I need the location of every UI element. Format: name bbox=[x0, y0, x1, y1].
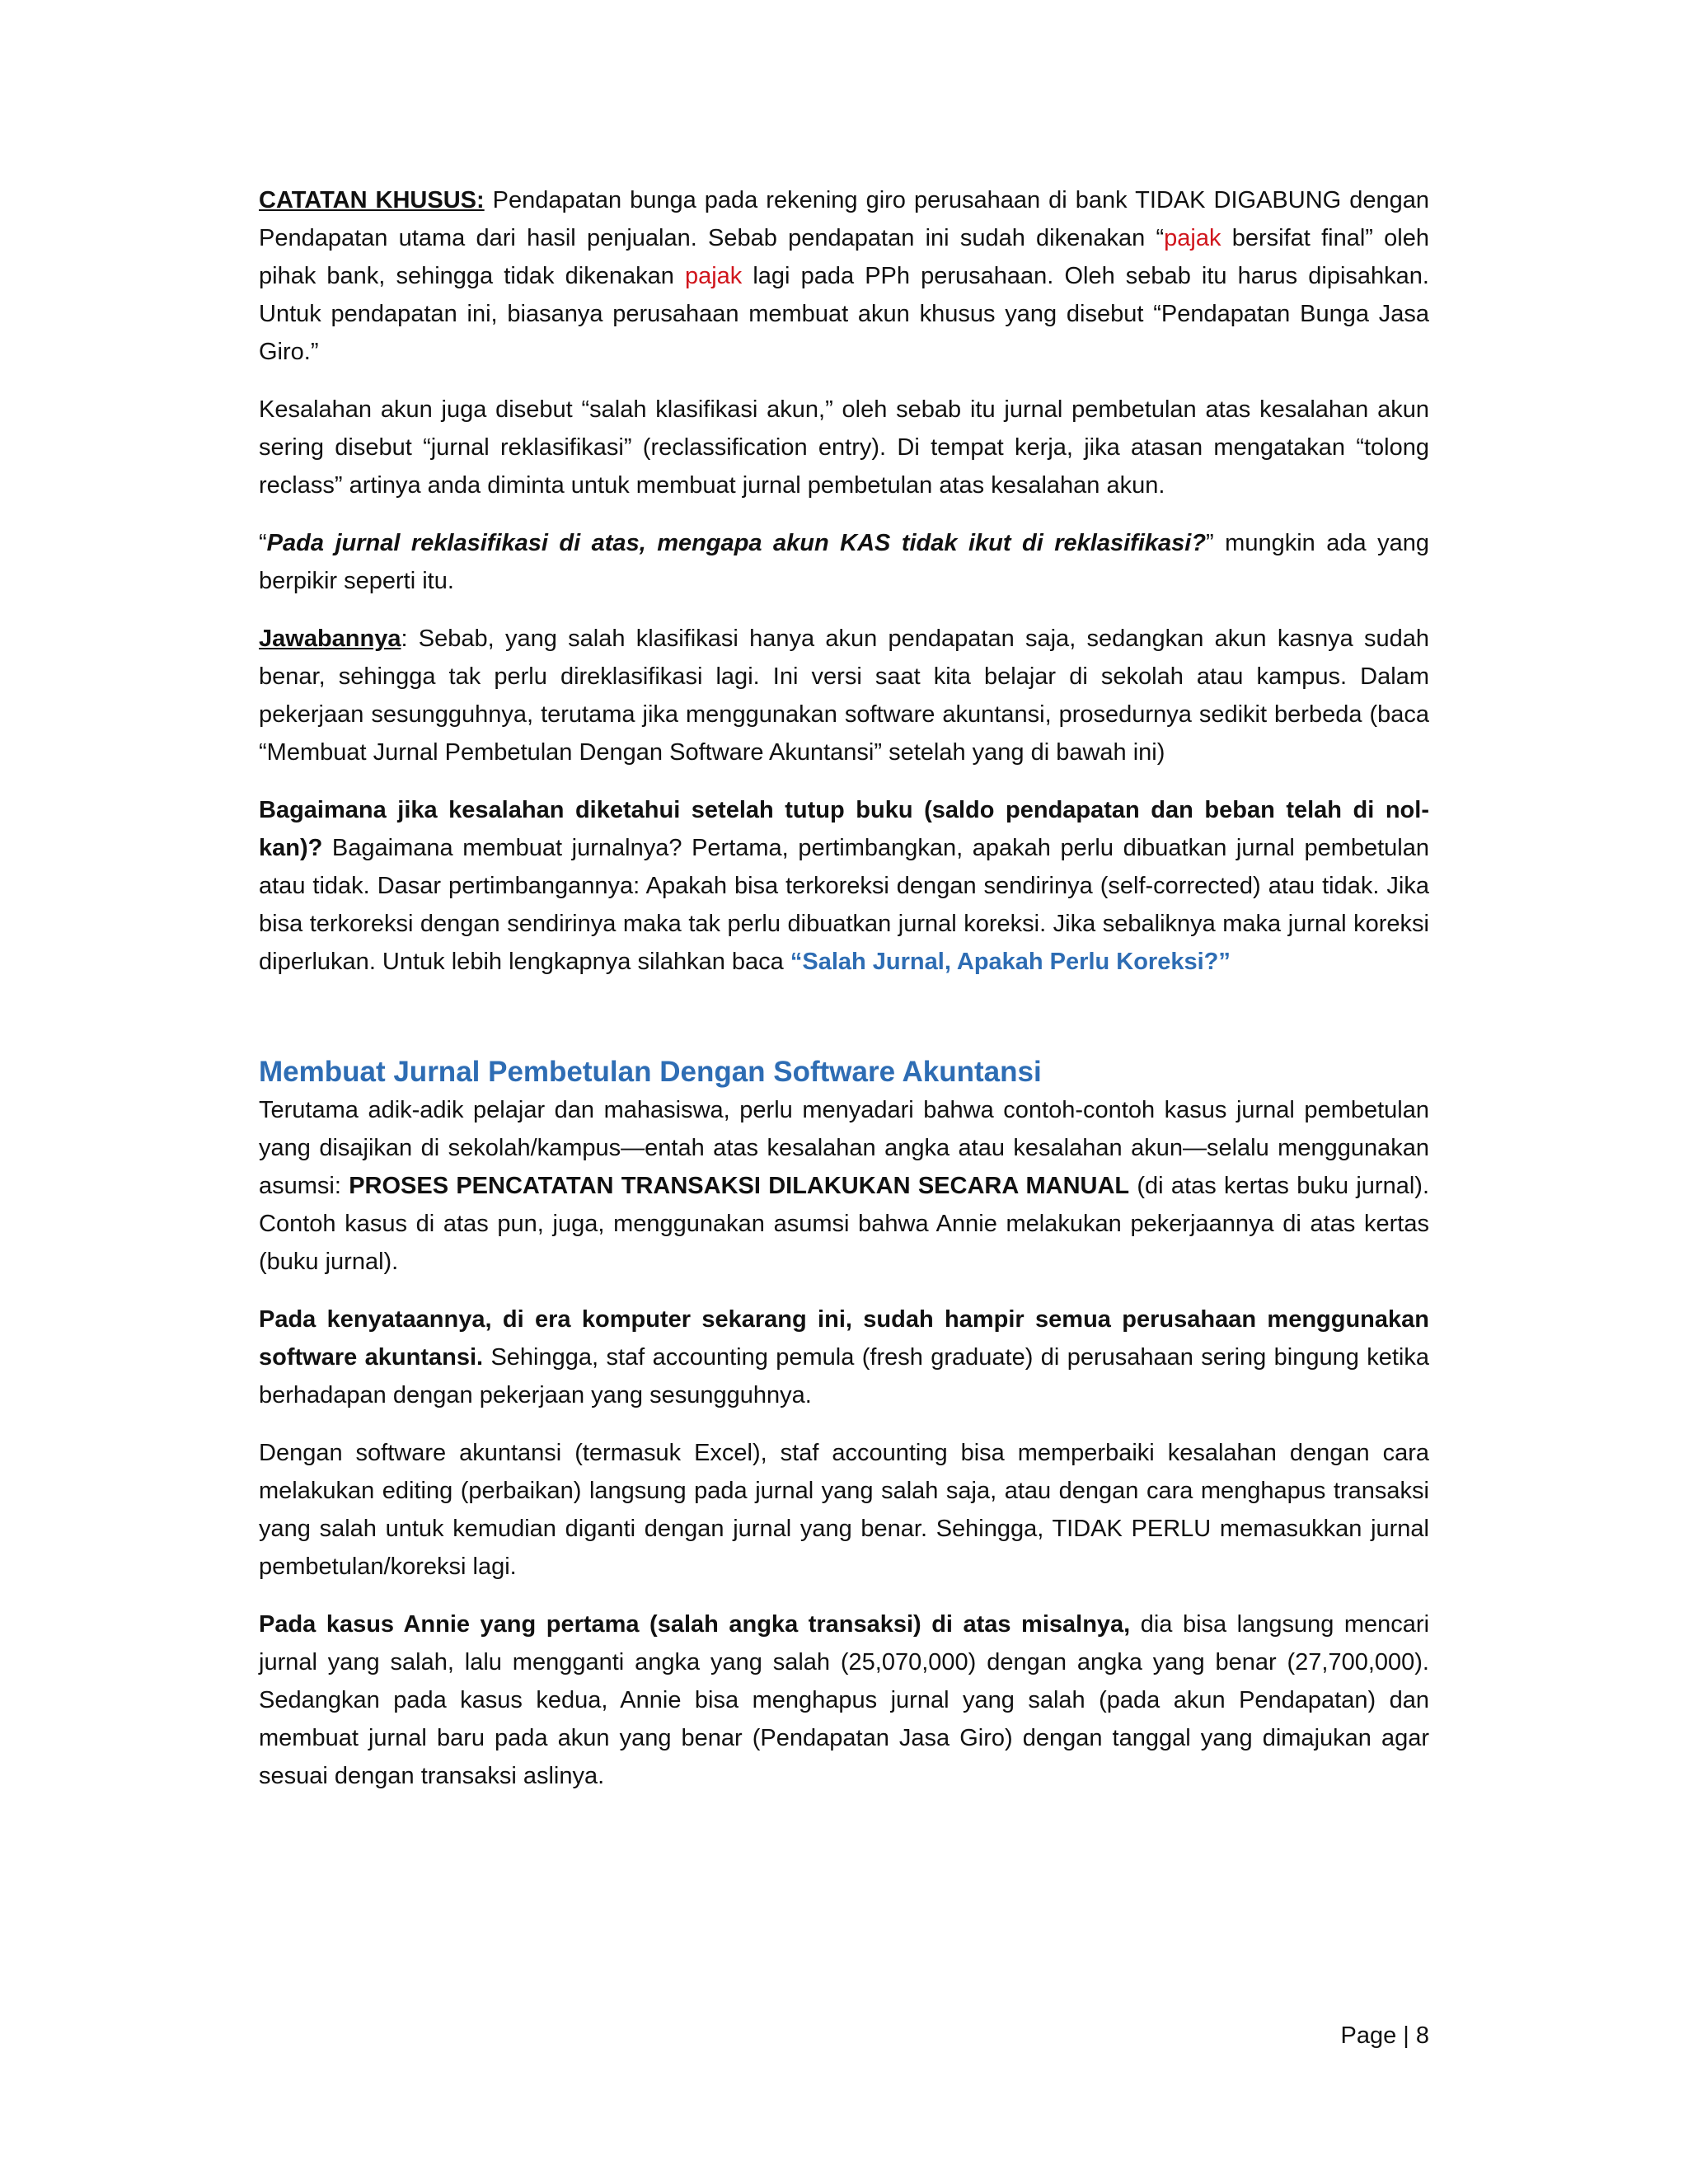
section-heading: Membuat Jurnal Pembetulan Dengan Software Akuntansi bbox=[259, 1056, 1042, 1088]
text-span: lagi pada PPh perusahaan. Oleh sebab itu harus dipisahkan. Untuk pendapatan ini, biasanya perusahaan membuat akun khusus yang disebut “Pendapatan Bunga Jasa Giro.” bbox=[259, 263, 1429, 365]
pajak-highlight: pajak bbox=[1164, 225, 1221, 251]
text-span: Bagaimana membuat jurnalnya? Pertama, pertimbangkan, apakah perlu dibuatkan jurnal pembetulan atau tidak. Dasar pertimbangannya: Apakah bisa terkoreksi dengan sendirinya (self-corrected) atau tidak. Jika bisa terkoreksi dengan sendirinya maka tak perlu dibuatkan jurnal koreksi. Jika sebaliknya maka jurnal koreksi diperlukan. Untuk lebih lengkapnya silahkan baca bbox=[259, 835, 1429, 975]
page-number: Page | 8 bbox=[1340, 2022, 1429, 2049]
text-span: Sehingga, staf accounting pemula (fresh graduate) di perusahaan sering bingung ketika berhadapan dengan pekerjaan yang sesungguhnya. bbox=[259, 1344, 1429, 1408]
paragraph-catatan-khusus bbox=[259, 181, 1429, 371]
text-span: dia bisa langsung mencari jurnal yang salah, lalu mengganti angka yang salah (25,070,000) dengan angka yang benar (27,700,000). Sedangkan pada kasus kedua, Annie bisa menghapus jurnal yang salah (pada akun Pendapatan) dan membuat jurnal baru pada akun yang benar (Pendapatan Jasa Giro) dengan tanggal yang dimajukan agar sesuai dengan transaksi aslinya. bbox=[259, 1611, 1430, 1789]
pajak-highlight: pajak bbox=[684, 263, 743, 289]
document-page bbox=[259, 181, 1429, 1815]
bold-question: Bagaimana jika kesalahan diketahui setelah tutup buku (saldo pendapatan dan beban telah di nol-kan)? bbox=[259, 797, 1429, 861]
question-text: Pada jurnal reklasifikasi di atas, mengapa akun KAS tidak ikut di reklasifikasi? bbox=[266, 530, 1207, 556]
jawabannya-label: Jawabannya bbox=[259, 626, 401, 652]
bold-statement: Pada kasus Annie yang pertama (salah angka transaksi) di atas misalnya, bbox=[259, 1611, 1131, 1638]
text-span: : Sebab, yang salah klasifikasi hanya akun pendapatan saja, sedangkan akun kasnya sudah benar, sehingga tak perlu direklasifikasi lagi. Ini versi saat kita belajar di sekolah atau kampus. Dalam pekerjaan sesungguhnya, terutama jika menggunakan software akuntansi, prosedurnya sedikit berbeda (baca “Membuat Jurnal Pembetulan Dengan Software Akuntansi” setelah yang di bawah ini) bbox=[259, 626, 1429, 766]
paragraph-manual-assumption bbox=[259, 1091, 1429, 1281]
paragraph-kesalahan-akun: Kesalahan akun juga disebut “salah klasifikasi akun,” oleh sebab itu jurnal pembetulan atas kesalahan akun sering disebut “jurnal reklasifikasi” (reclassification entry). Di tempat kerja, jika atasan mengatakan “tolong reclass” artinya anda diminta untuk membuat jurnal pembetulan atas kesalahan akun. bbox=[259, 396, 1429, 499]
paragraph-annie-case bbox=[259, 1605, 1429, 1795]
paragraph-jawabannya bbox=[259, 620, 1429, 771]
salah-jurnal-link[interactable]: “Salah Jurnal, Apakah Perlu Koreksi?” bbox=[790, 949, 1231, 975]
text-span: Terutama adik-adik pelajar dan mahasiswa, perlu menyadari bahwa contoh-contoh kasus jurnal pembetulan yang disajikan di sekolah/kampus—entah atas kesalahan angka atau kesalahan akun—selalu menggunakan asumsi: bbox=[259, 1097, 1429, 1199]
manual-process-emphasis: PROSES PENCATATAN TRANSAKSI DILAKUKAN SECARA MANUAL bbox=[349, 1173, 1130, 1199]
text-span: Pendapatan bunga pada rekening giro perusahaan di bank TIDAK DIGABUNG dengan Pendapatan utama dari hasil penjualan. Sebab pendapatan ini sudah dikenakan “ bbox=[259, 187, 1429, 251]
text-span: ” mungkin ada yang berpikir seperti itu. bbox=[259, 530, 1429, 594]
paragraph-software-editing: Dengan software akuntansi (termasuk Excel), staf accounting bisa memperbaiki kesalahan dengan cara melakukan editing (perbaikan) langsung pada jurnal yang salah saja, atau dengan cara menghapus transaksi yang salah untuk kemudian diganti dengan jurnal yang benar. Sehingga, TIDAK PERLU memasukkan jurnal pembetulan/koreksi lagi. bbox=[259, 1440, 1429, 1580]
paragraph-tutup-buku bbox=[259, 791, 1429, 981]
paragraph-question bbox=[259, 524, 1429, 600]
paragraph-kenyataan bbox=[259, 1301, 1429, 1414]
text-span: “ bbox=[259, 530, 267, 556]
text-span: (di atas kertas buku jurnal). Contoh kasus di atas pun, juga, menggunakan asumsi bahwa Annie melakukan pekerjaannya di atas kertas (buku jurnal). bbox=[259, 1173, 1429, 1275]
text-span: bersifat final” oleh pihak bank, sehingga tidak dikenakan bbox=[259, 225, 1429, 289]
catatan-khusus-label: CATATAN KHUSUS: bbox=[259, 187, 485, 213]
bold-statement: Pada kenyataannya, di era komputer sekarang ini, sudah hampir semua perusahaan menggunakan software akuntansi. bbox=[259, 1306, 1429, 1371]
